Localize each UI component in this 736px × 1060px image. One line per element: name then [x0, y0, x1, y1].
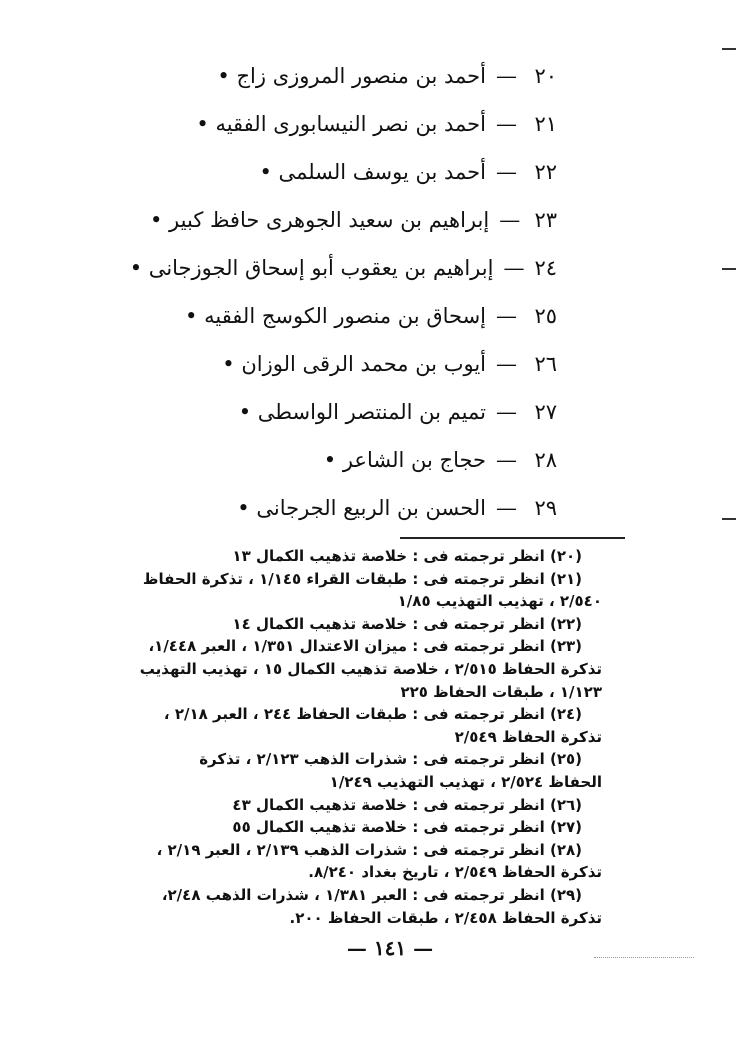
footnote-line: تذكرة الحفاظ ٢/٤٥٨ ، طبقات الحفاظ ٢٠٠. [289, 908, 602, 927]
footnote-line: تذكرة الحفاظ ٢/٥٤٩ [454, 727, 602, 746]
footnote-line: (٢٠) انظر ترجمته فى : خلاصة تذهيب الكمال ١٣ [232, 547, 582, 565]
entry-name: أحمد بن منصور المروزى زاج • [217, 64, 486, 88]
entry-number: ٢٣ [534, 208, 557, 232]
footnote [132, 703, 602, 748]
entry-row [150, 52, 602, 100]
footnote-line: (٢٤) انظر ترجمته فى : طبقات الحفاظ ٢٤٤ ، العبر ٢/١٨ ، [163, 705, 582, 724]
entry-row [150, 436, 602, 484]
footnotes [132, 545, 602, 929]
footnote [132, 635, 602, 703]
margin-mark [722, 518, 736, 520]
entry-row [150, 148, 602, 196]
entry-dash: — [503, 256, 525, 280]
entry-list [129, 52, 602, 532]
entry-row [150, 340, 602, 388]
entry-name: حجاج بن الشاعر • [323, 448, 486, 472]
entry-row [150, 196, 602, 244]
footnote [132, 613, 602, 636]
footnote-line: (٢٧) انظر ترجمته فى : خلاصة تذهيب الكمال ٥٥ [232, 818, 582, 837]
entry-name: أيوب بن محمد الرقى الوزان • [222, 352, 486, 376]
entry-number: ٢٧ [534, 400, 557, 424]
entry-number: ٢٦ [534, 352, 557, 376]
entry-number: ٢١ [534, 112, 557, 136]
footnote-line: تذكرة الحفاظ ٢/٥١٥ ، خلاصة تذهيب الكمال ١٥ ، تهذيب التهذيب [139, 659, 602, 678]
entry-dash: — [496, 64, 517, 88]
entry-dash: — [496, 496, 517, 520]
entry-dash: — [496, 160, 517, 184]
entry-name: إبراهيم بن يعقوب أبو إسحاق الجوزجانى • [129, 256, 494, 280]
scan-artifact-line [594, 957, 694, 958]
page-number: — ١٤١ — [346, 936, 434, 960]
footnote-line: تذكرة الحفاظ ٢/٥٤٩ ، تاريخ بغداد ٨/٢٤٠. [308, 863, 602, 882]
footnote-line: (٢٥) انظر ترجمته فى : شذرات الذهب ٢/١٢٣ ، تذكرة [199, 750, 582, 769]
footnote [132, 884, 602, 929]
entry-number: ٢٥ [534, 304, 557, 328]
entry-number: ٢٨ [534, 448, 557, 472]
footnote-line: (٢٩) انظر ترجمته فى : العبر ١/٣٨١ ، شذرات الذهب ٢/٤٨، [161, 885, 582, 904]
entry-dash: — [496, 304, 517, 328]
entry-dash: — [496, 448, 517, 472]
footnote-line: (٢٢) انظر ترجمته فى : خلاصة تذهيب الكمال ١٤ [232, 614, 582, 633]
entry-name: تميم بن المنتصر الواسطى • [238, 400, 486, 424]
entry-dash: — [496, 400, 517, 424]
footnote-line: ٢/٥٤٠ ، تهذيب التهذيب ١/٨٥ [397, 592, 602, 611]
entry-row [150, 100, 602, 148]
entry-row [129, 244, 602, 292]
entry-name: إبراهيم بن سعيد الجوهرى حافظ كبير • [150, 208, 490, 232]
margin-mark [722, 268, 736, 270]
entry-row [150, 292, 602, 340]
footnote [132, 816, 602, 839]
entry-number: ٢٤ [534, 256, 557, 280]
footnote-line: (٢٦) انظر ترجمته فى : خلاصة تذهيب الكمال ٤٣ [232, 795, 582, 814]
entry-dash: — [499, 208, 521, 232]
entry-number: ٢٠ [534, 64, 557, 88]
footnote-line: الحفاظ ٢/٥٢٤ ، تهذيب التهذيب ١/٢٤٩ [329, 772, 602, 791]
footnote [132, 568, 602, 613]
footnote [132, 794, 602, 817]
entry-name: الحسن بن الربيع الجرجانى • [237, 496, 486, 520]
entry-name: أحمد بن نصر النيسابورى الفقيه • [196, 112, 486, 136]
entry-dash: — [496, 112, 517, 136]
margin-mark [722, 48, 736, 50]
footnote-line: (٢٨) انظر ترجمته فى : شذرات الذهب ٢/١٣٩ ، العبر ٢/١٩ ، [156, 840, 582, 859]
entry-row [150, 484, 602, 532]
footnote-line: (٢١) انظر ترجمته فى : طبقات القراء ١/١٤٥ ، تذكرة الحفاظ [142, 569, 582, 588]
entry-number: ٢٩ [534, 496, 557, 520]
footnote [132, 748, 602, 793]
entry-name: إسحاق بن منصور الكوسج الفقيه • [185, 304, 486, 328]
footnote-line: ١/١٢٣ ، طبقات الحفاظ ٢٢٥ [400, 682, 602, 701]
footnote-separator [400, 537, 625, 539]
footnote [132, 839, 602, 884]
entry-name: أحمد بن يوسف السلمى • [259, 160, 486, 184]
footnote-line: (٢٣) انظر ترجمته فى : ميزان الاعتدال ١/٣٥١ ، العبر ١/٤٤٨، [148, 637, 582, 656]
entry-number: ٢٢ [534, 160, 557, 184]
entry-row [150, 388, 602, 436]
entry-dash: — [496, 352, 517, 376]
footnote [132, 545, 602, 568]
